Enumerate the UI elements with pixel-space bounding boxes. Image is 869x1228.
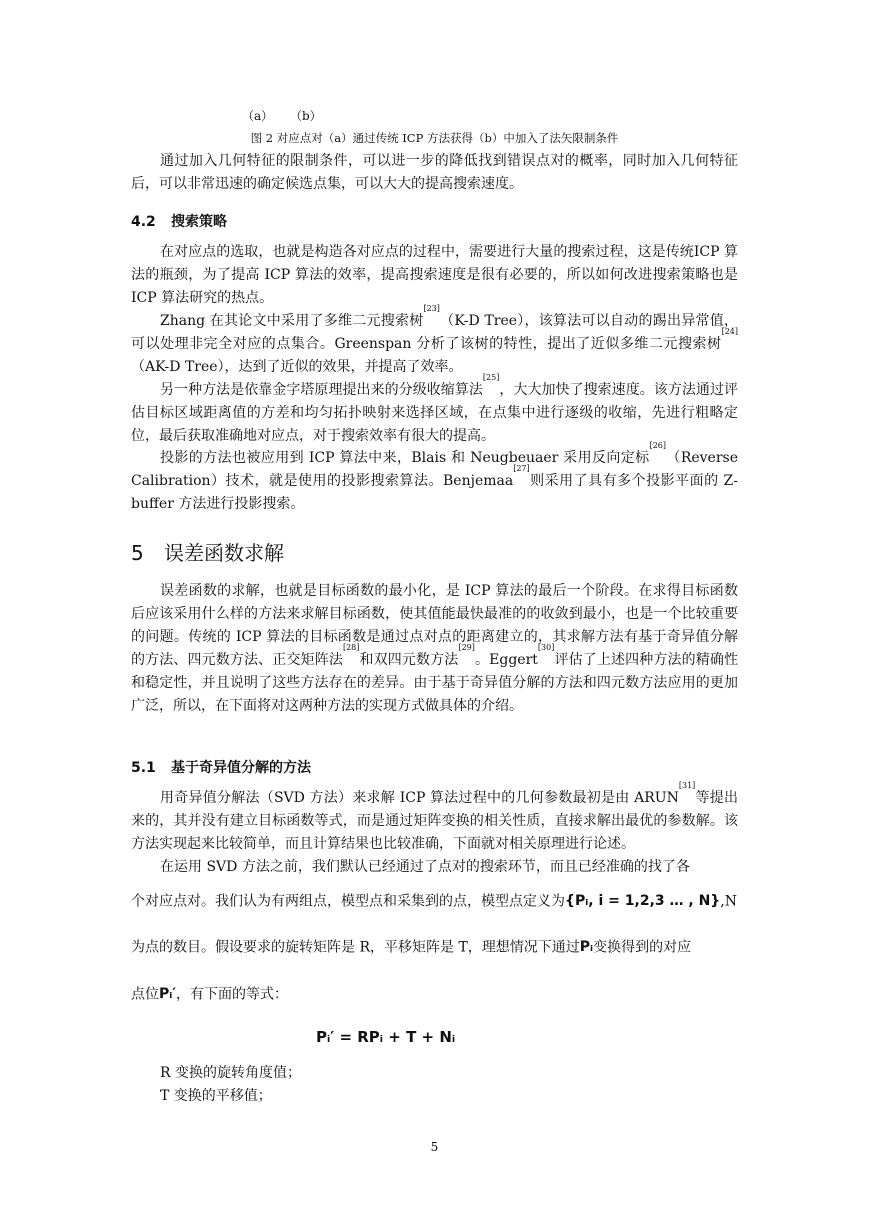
section-heading-5 [131,537,284,566]
citation: [24] [721,327,738,336]
paragraph-search-strategy: 在对应点的选取，也就是构造各对应点的过程中，需要进行大量的搜索过程，这是传统ICP 算法的瓶颈，为了提高 ICP 算法的效率，提高搜索速度是很有必要的，所以如何改进搜索策略也是 ICP 算法研究的热点。 [131,244,738,306]
text: 则采用了具有多个投影平面的 Z-buffer 方法进行投影搜索。 [131,473,738,512]
text: 为点的数目。假设要求的旋转矩阵是 R，平移矩阵是 T，理想情况下通过 [131,939,580,956]
section-title: 基于奇异值分解的方法 [171,760,311,776]
text: （K-D Tree），该算法可以自动的踢出异常值，可以处理非完全对应的点集合。Greenspan 分析了该树的特性，提出了近似多维二元搜索树 [131,313,738,352]
text: 另一种方法是依靠金字塔原理提出来的分级收缩算法 [160,382,483,398]
definition-t: T 变换的平移值； [160,1088,272,1104]
text: 变换得到的对应 [593,939,692,956]
point-set-formula: {Pᵢ, i = 1,2,3 … , N} [565,893,721,909]
section-heading-5-1 [131,757,311,777]
citation: [25] [482,373,500,382]
paragraph-svd-line-2 [131,890,738,914]
paragraph-geometric-constraints: 通过加入几何特征的限制条件，可以进一步的降低找到错误点对的概率，同时加入几何特征后，可以非常迅速的确定候选点集，可以大大的提高搜索速度。 [131,153,738,192]
text: 和双四元数方法 [359,652,459,668]
section-title: 误差函数求解 [164,541,284,565]
transform-equation: Pᵢ′ = RPᵢ + T + Nᵢ [316,1028,456,1046]
text: 误差函数的求解，也就是目标函数的最小化，是 ICP 算法的最后一个阶段。在求得目标函数后应该采用什么样的方法来求解目标函数，使其值能最快最准的的收敛到最小，也是一个比较重要的问题。传统的 ICP 算法的目标函数是通过点对点的距离建立的，其求解方法有基于奇异值分解的方法、四元数方法、正交矩阵法 [131,583,738,668]
citation: [29] [458,643,475,652]
citation: [26] [649,441,667,450]
text: 个对应点对。我们认为有两组点，模型点和采集到的点，模型点定义为 [131,893,565,910]
paragraph-kd-tree [131,304,738,379]
figure-sublabel-a: （a） [242,109,274,123]
paragraph-pyramid [131,373,738,448]
text: 。Eggert [474,652,538,668]
citation: [28] [342,643,360,652]
text: 投影的方法也被应用到 ICP 算法中来，Blais 和 Neugbeuaer 采用反向定标 [160,450,650,466]
citation: [30] [537,643,555,652]
text: ,N [720,893,737,910]
section-title: 搜索策略 [171,214,227,230]
text: （AK-D Tree），达到了近似的效果，并提高了效率。 [131,359,463,375]
paragraph-error-function [131,580,738,718]
definition-r: R 变换的旋转角度值； [160,1065,301,1081]
citation: [27] [513,464,530,473]
text: （Reverse Calibration）技术，就是使用的投影搜索算法。Benjemaa [131,450,738,489]
figure-sublabel-b: （b） [290,109,322,123]
paragraph-projection [131,441,738,516]
text: 评估了上述四种方法的精确性和稳定性，并且说明了这些方法存在的差异。由于基于奇异值分解的方法和四元数方法应用的更加广泛，所以，在下面将对这两种方法的实现方式做具体的介绍。 [131,652,739,714]
section-number: 5 [131,541,144,565]
text: Zhang 在其论文中采用了多维二元搜索树 [160,313,424,329]
text: 用奇异值分解法（SVD 方法）来求解 ICP 算法过程中的几何参数最初是由 ARUN [160,790,679,806]
section-number: 4.2 [131,214,156,230]
point-symbol: Pᵢ [579,939,594,955]
text: ，大大加快了搜索速度。该方法通过评估目标区域距离值的方差和均匀拓扑映射来选择区域，在点集中进行逐级的收缩，先进行粗略定位，最后获取准确地对应点，对于搜索效率有很大的提高。 [131,382,738,444]
text: ，有下面的等式： [176,986,289,1003]
page-number: 5 [430,1140,439,1154]
text: 等提出来的，其并没有建立目标函数等式，而是通过矩阵变换的相关性质，直接求解出最优的参数解。该方法实现起来比较简单，而且计算结果也比较准确，下面就对相关原理进行论述。 [131,790,739,852]
section-heading-4-2 [131,211,227,231]
text: 点位 [131,986,159,1003]
paragraph-svd-intro [131,781,739,856]
citation: [23] [423,304,440,313]
section-number: 5.1 [131,760,156,776]
paragraph-svd-line-3 [131,936,738,960]
citation: [31] [678,781,696,790]
paragraph-svd-line-4 [131,983,738,1007]
transformed-point-symbol: Pᵢ′ [159,986,177,1002]
figure-caption: 图 2 对应点对（a）通过传统 ICP 方法获得（b）中加入了法矢限制条件 [250,131,619,145]
paragraph-svd-line-1: 在运用 SVD 方法之前，我们默认已经通过了点对的搜索环节，而且已经准确的找了各 [160,859,690,875]
